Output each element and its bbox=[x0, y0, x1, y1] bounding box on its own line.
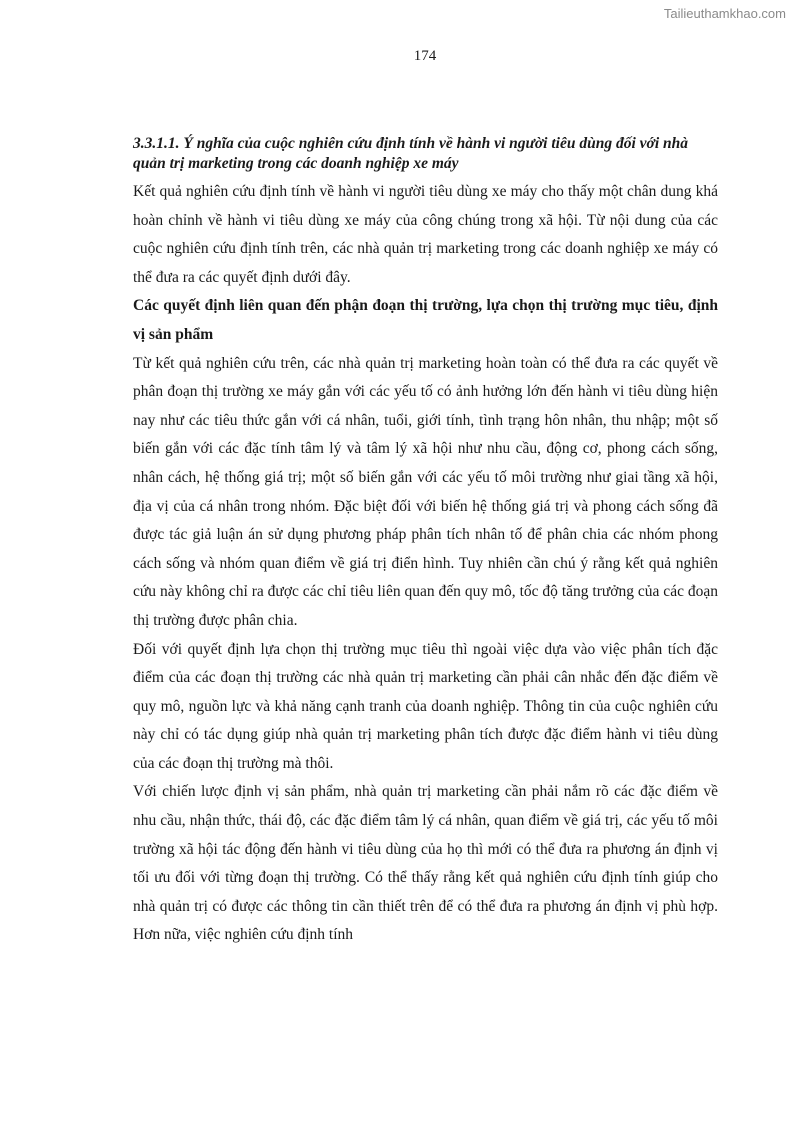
page-content bbox=[133, 134, 718, 950]
watermark: Tailieuthamkhao.com bbox=[663, 6, 786, 21]
subheading: Các quyết định liên quan đến phận đoạn thị trường, lựa chọn thị trường mục tiêu, định vị sản phẩm bbox=[133, 297, 718, 343]
intro-paragraph: Kết quả nghiên cứu định tính về hành vi người tiêu dùng xe máy cho thấy một chân dung khá hoàn chỉnh về hành vi tiêu dùng xe máy của công chúng trong xã hội. Từ nội dung của các cuộc nghiên cứu định tính trên, các nhà quản trị marketing trong các doanh nghiệp xe máy có thể đưa ra các quyết định dưới đây. bbox=[133, 183, 718, 286]
paragraph-target-market: Đối với quyết định lựa chọn thị trường mục tiêu thì ngoài việc dựa vào việc phân tích đặc điểm của các đoạn thị trường các nhà quản trị marketing cần phải cân nhắc đến đặc điểm về quy mô, nguồn lực và khả năng cạnh tranh của doanh nghiệp. Thông tin của cuộc nghiên cứu này chỉ có tác dụng giúp nhà quản trị marketing phân tích được đặc điểm hành vi tiêu dùng của các đoạn thị trường mà thôi. bbox=[133, 640, 718, 772]
paragraph-positioning: Với chiến lược định vị sản phẩm, nhà quản trị marketing cần phải nắm rõ các đặc điểm về nhu cầu, nhận thức, thái độ, các đặc điểm tâm lý cá nhân, quan điểm về giá trị, các yếu tố môi trường xã hội tác động đến hành vi tiêu dùng của họ thì mới có thể đưa ra phương án định vị tối ưu đối với từng đoạn thị trường. Có thể thấy rằng kết quả nghiên cứu định tính giúp cho nhà quản trị có được các thông tin cần thiết trên để có thể đưa ra phương án định vị phù hợp. Hơn nữa, việc nghiên cứu định tính bbox=[133, 783, 718, 944]
paragraph-segmentation: Từ kết quả nghiên cứu trên, các nhà quản trị marketing hoàn toàn có thể đưa ra các quyết về phân đoạn thị trường xe máy gắn với các yếu tố có ảnh hưởng lớn đến hành vi tiêu dùng hiện nay như các tiêu thức gắn với cá nhân, tuổi, giới tính, tình trạng hôn nhân, thu nhập; một số biến gắn với các đặc tính tâm lý và tâm lý xã hội như nhu cầu, động cơ, phong cách sống, nhân cách, hệ thống giá trị; một số biến gắn với các yếu tố môi trường như giai tầng xã hội, địa vị của cá nhân trong nhóm. Đặc biệt đối với biến hệ thống giá trị và phong cách sống đã được tác giả luận án sử dụng phương pháp phân tích nhân tố để phân chia các nhóm phong cách sống và nhóm quan điểm về giá trị điển hình. Tuy nhiên cần chú ý rằng kết quả nghiên cứu này không chỉ ra được các chỉ tiêu liên quan đến quy mô, tốc độ tăng trưởng của các đoạn thị trường được phân chia. bbox=[133, 354, 718, 629]
page-number: 174 bbox=[413, 48, 437, 64]
section-heading: 3.3.1.1. Ý nghĩa của cuộc nghiên cứu định tính về hành vi người tiêu dùng đối với nhà quản trị marketing trong các doanh nghiệp xe máy bbox=[133, 135, 688, 172]
